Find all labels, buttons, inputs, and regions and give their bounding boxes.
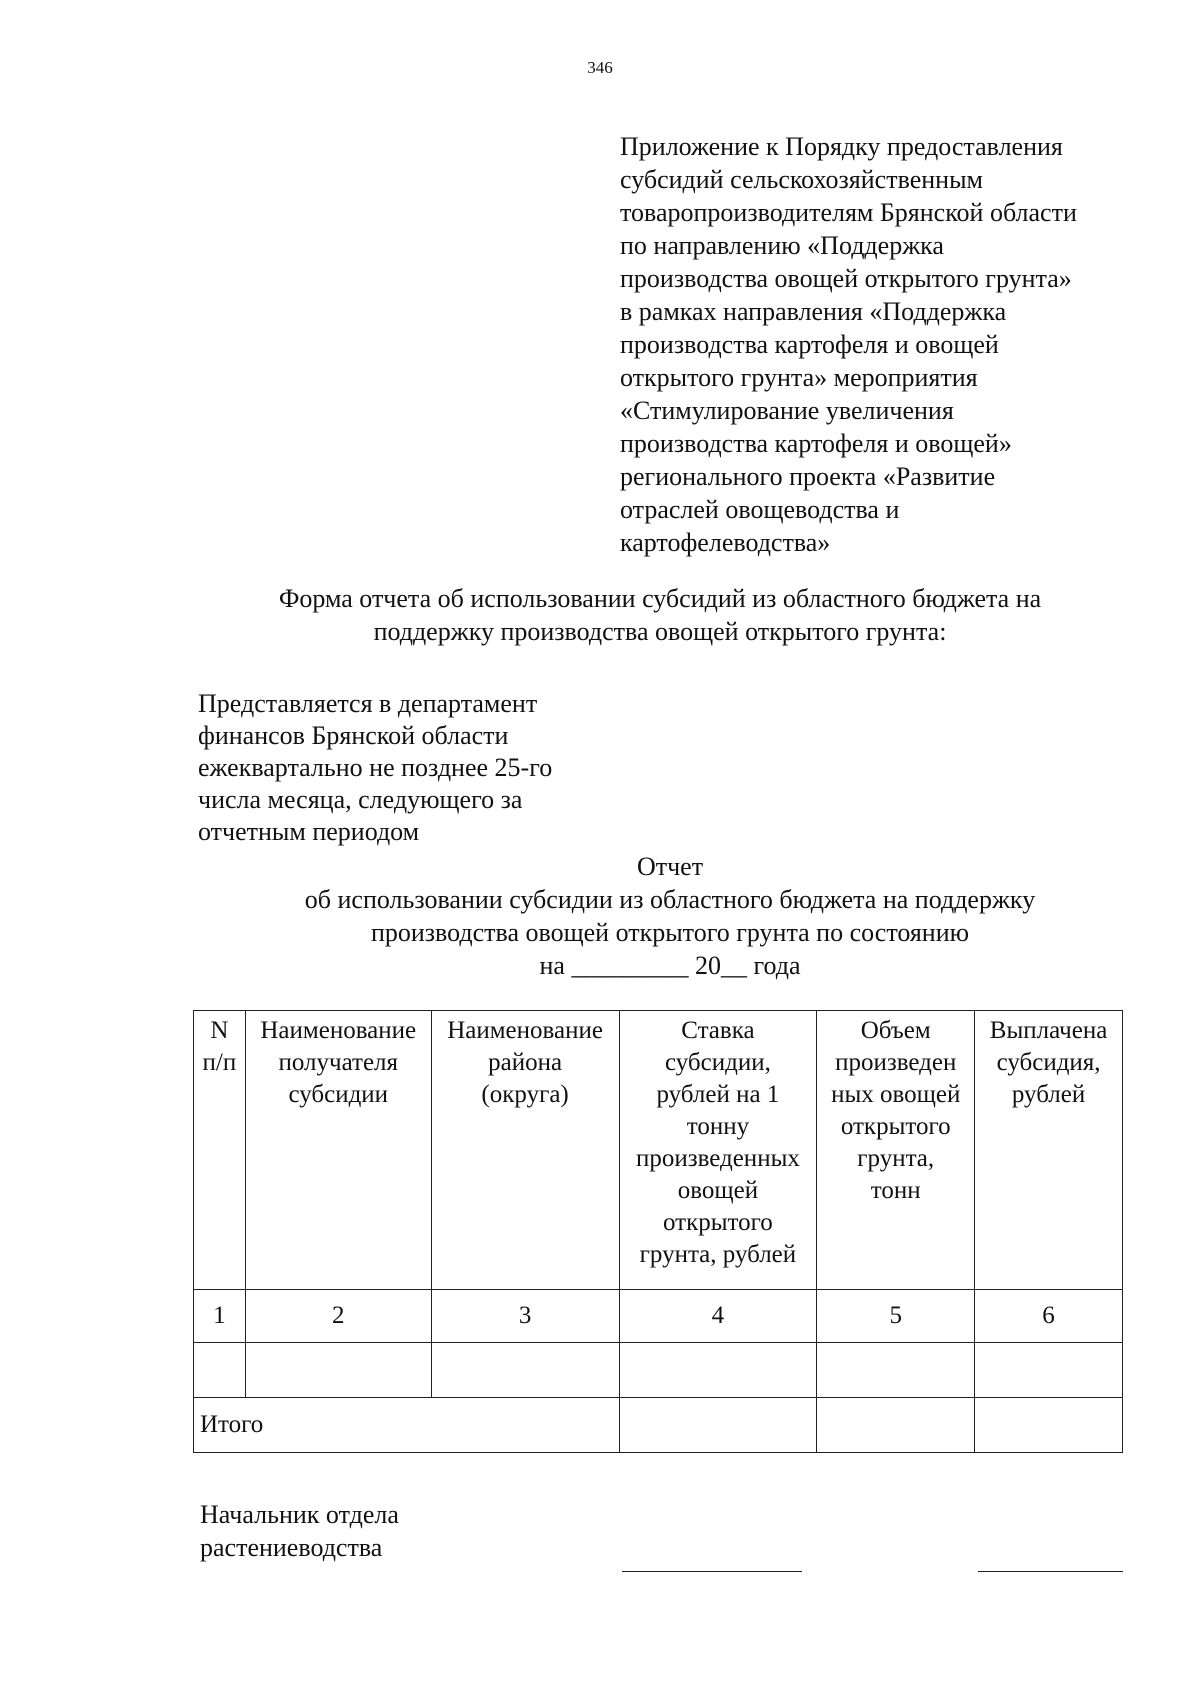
total-row: [194, 1398, 1123, 1453]
total-cell[interactable]: [817, 1398, 975, 1453]
header-cell: Объем произведен ных овощей открытого грунта, тонн: [817, 1011, 975, 1290]
report-table: [193, 1010, 1123, 1453]
table-header-row: [194, 1011, 1123, 1290]
column-number-cell: 5: [817, 1290, 975, 1343]
blank-cell[interactable]: [975, 1343, 1123, 1398]
column-number-cell: 4: [619, 1290, 817, 1343]
report-heading: [200, 850, 1140, 982]
total-cell[interactable]: [619, 1398, 817, 1453]
total-label: Итого: [194, 1398, 620, 1453]
signature-line: [622, 1571, 802, 1572]
blank-cell[interactable]: [431, 1343, 619, 1398]
header-cell: Наименование получателя субсидии: [245, 1011, 431, 1290]
blank-cell[interactable]: [817, 1343, 975, 1398]
column-number-cell: 2: [245, 1290, 431, 1343]
blank-cell[interactable]: [194, 1343, 246, 1398]
blank-cell[interactable]: [619, 1343, 817, 1398]
appendix-heading: Приложение к Порядку предоставления субсидий сельскохозяйственным товаропроизводителям Брянской области по направлению «Поддержка производства овощей открытого грунта» в рамках направления «Поддержка производства картофеля и овощей открытого грунта» мероприятия «Стимулирование увеличения производства картофеля и овощей» регионального проекта «Развитие отраслей овощеводства и картофелеводства»: [620, 132, 1077, 557]
total-cell[interactable]: [975, 1398, 1123, 1453]
column-number-cell: 3: [431, 1290, 619, 1343]
header-cell: Наименование района (округа): [431, 1011, 619, 1290]
header-cell: Ставка субсидии, рублей на 1 тонну произведенных овощей открытого грунта, рублей: [619, 1011, 817, 1290]
header-cell: N п/п: [194, 1011, 246, 1290]
blank-cell[interactable]: [245, 1343, 431, 1398]
report-title: Отчет: [636, 852, 704, 881]
page-number: 346: [587, 58, 613, 77]
signature-title: Начальник отдела растениеводства: [200, 1500, 399, 1562]
report-subtitle-line-1: об использовании субсидии из областного бюджета на поддержку: [304, 885, 1036, 914]
column-number-cell: 1: [194, 1290, 246, 1343]
column-number-cell: 6: [975, 1290, 1123, 1343]
report-subtitle-line-2: производства овощей открытого грунта по состоянию: [370, 918, 970, 947]
table-row: [194, 1343, 1123, 1398]
header-cell: Выплачена субсидия, рублей: [975, 1011, 1123, 1290]
name-line: [978, 1571, 1123, 1572]
form-title: Форма отчета об использовании субсидий из областного бюджета на поддержку производства овощей открытого грунта:: [278, 584, 1042, 646]
column-number-row: [194, 1290, 1123, 1343]
submission-note: Представляется в департамент финансов Брянской области ежеквартально не позднее 25-го числа месяца, следующего за отчетным периодом: [198, 689, 553, 846]
report-date-line: на _________ 20__ года: [539, 951, 801, 980]
